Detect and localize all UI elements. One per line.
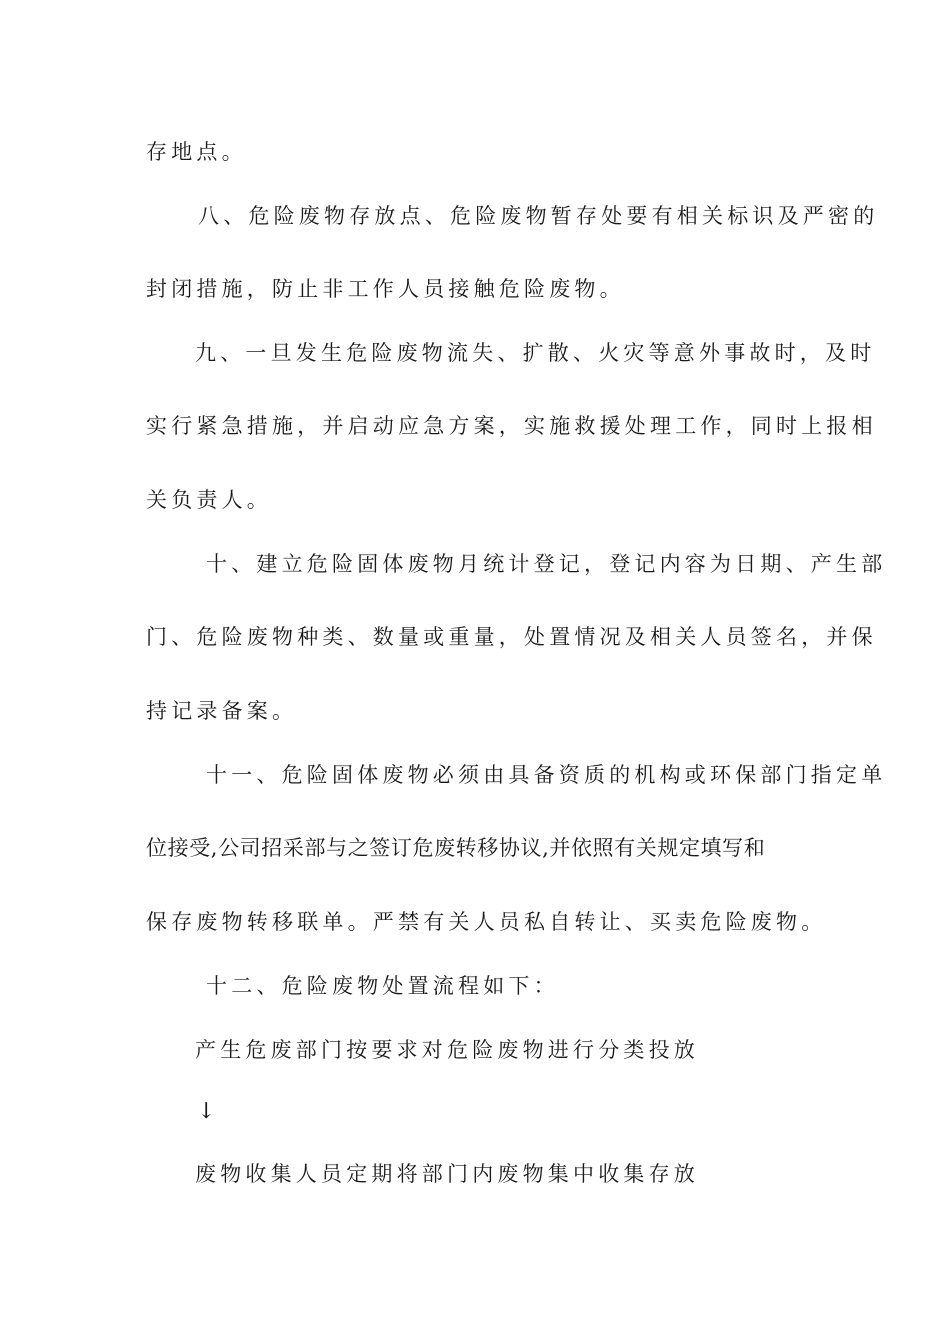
paragraph-line: 保存废物转移联单。严禁有关人员私自转让、买卖危险废物。 (146, 910, 827, 934)
paragraph-line: 持记录备案。 (146, 699, 298, 723)
paragraph-line: 关负责人。 (146, 488, 272, 512)
paragraph-line: 位接受,公司招采部与之签订危废转移协议,并依照有关规定填写和 (146, 836, 766, 860)
paragraph-line: 门、危险废物种类、数量或重量，处置情况及相关人员签名，并保 (146, 625, 877, 649)
flow-step: 废物收集人员定期将部门内废物集中收集存放 (195, 1162, 699, 1186)
paragraph-line: 实行紧急措施，并启动应急方案，实施救援处理工作，同时上报相 (146, 414, 877, 438)
flow-step: 产生危废部门按要求对危险废物进行分类投放 (195, 1038, 699, 1062)
paragraph-line: 十一、危险固体废物必须由具备资质的机构或环保部门指定单 (206, 763, 887, 787)
section-heading: 十二、危险废物处置流程如下： (206, 974, 559, 998)
paragraph-line: 十、建立危险固体废物月统计登记，登记内容为日期、产生部 (206, 552, 887, 576)
paragraph-line: 存地点。 (146, 140, 247, 164)
down-arrow-icon: ↓ (197, 1099, 216, 1124)
paragraph-line: 封闭措施，防止非工作人员接触危险废物。 (146, 277, 625, 301)
paragraph-line: 九、一旦发生危险废物流失、扩散、火灾等意外事故时，及时 (195, 341, 876, 365)
paragraph-line: 八、危险废物存放点、危险废物暂存处要有相关标识及严密的 (198, 204, 879, 228)
